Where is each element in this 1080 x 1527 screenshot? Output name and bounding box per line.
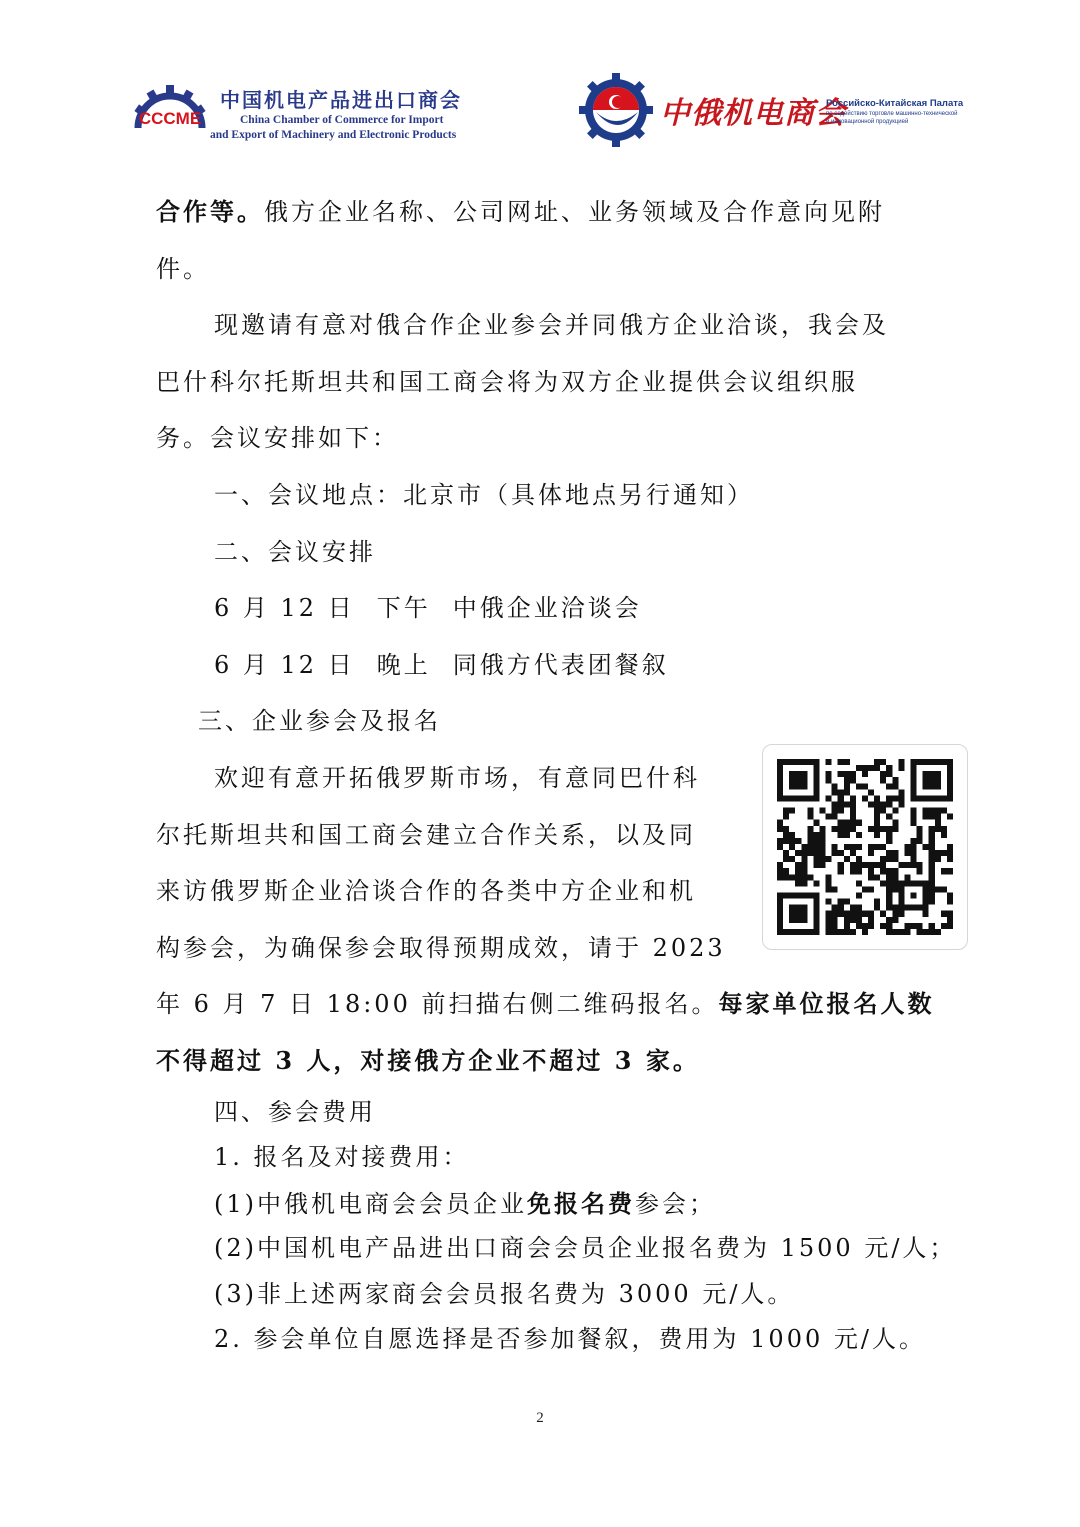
paragraph-2-line-1: 现邀请有意对俄合作企业参会并同俄方企业洽谈，我会及 [214, 311, 889, 340]
rc-name-ru-3: и инновационной продукцией [826, 119, 909, 125]
section-1-venue: 一、会议地点：北京市（具体地点另行通知） [214, 480, 754, 509]
fee-dinner: 2. 参会单位自愿选择是否参加餐叙，费用为 1000 元/人。 [214, 1325, 926, 1353]
fee-item-2: (2)中国机电产品进出口商会会员企业报名费为 1500 元/人； [214, 1234, 957, 1262]
rc-name-ru-2: по содействию торговле машинно-технической [826, 111, 958, 117]
paragraph-3-line-6: 不得超过 3 人，对接俄方企业不超过 3 家。 [156, 1045, 700, 1075]
fee-title: 1. 报名及对接费用： [214, 1143, 470, 1171]
page-number: 2 [536, 1410, 544, 1426]
cccme-name-en-1: China Chamber of Commerce for Import [240, 114, 444, 126]
rc-name-cn: 中俄机电商会 [660, 96, 846, 131]
qr-code-icon [777, 759, 953, 935]
section-2-heading: 二、会议安排 [214, 537, 376, 566]
paragraph-1-bold: 合作等。 [156, 197, 264, 226]
cccme-logo [128, 78, 488, 148]
section-4-heading: 四、参会费用 [214, 1097, 376, 1126]
cccme-mark-text: CCCME [138, 109, 202, 128]
paragraph-3-line-2: 尔托斯坦共和国工商会建立合作关系，以及同 [156, 820, 696, 849]
paragraph-1-line-1: 合作等。俄方企业名称、公司网址、业务领域及合作意向见附 [156, 197, 885, 226]
paragraph-3-line-1: 欢迎有意开拓俄罗斯市场，有意同巴什科 [214, 763, 700, 792]
paragraph-3-line-4: 构参会，为确保参会取得预期成效，请于 2023 [156, 933, 726, 962]
section-3-heading: 三、企业参会及报名 [198, 707, 441, 736]
schedule-row-2: 6 月 12 日 晚上 同俄方代表团餐叙 [214, 650, 669, 679]
cccme-name-cn: 中国机电产品进出口商会 [220, 88, 462, 112]
rc-name-ru-1: Российско-Китайская Палата [826, 98, 964, 109]
cccme-name-en-2: and Export of Machinery and Electronic Products [210, 129, 457, 141]
paragraph-2-line-2: 巴什科尔托斯坦共和国工商会将为双方企业提供会议组织服 [156, 367, 858, 396]
rc-chamber-logo [578, 72, 978, 152]
paragraph-2-line-3: 务。会议安排如下： [156, 424, 399, 453]
fee-item-3: (3)非上述两家商会会员报名费为 3000 元/人。 [214, 1279, 795, 1308]
paragraph-3-line-3: 来访俄罗斯企业洽谈合作的各类中方企业和机 [156, 877, 696, 906]
registration-qr-code[interactable] [762, 744, 968, 950]
fee-item-1: (1)中俄机电商会会员企业免报名费参会； [214, 1188, 716, 1218]
schedule-row-1: 6 月 12 日 下午 中俄企业洽谈会 [214, 594, 642, 623]
paragraph-1-line-2: 件。 [156, 254, 210, 283]
cccme-gear-icon [128, 82, 212, 142]
rc-gear-globe-icon [578, 72, 654, 148]
paragraph-3-line-5: 年 6 月 7 日 18:00 前扫描右侧二维码报名。每家单位报名人数 [156, 989, 935, 1019]
